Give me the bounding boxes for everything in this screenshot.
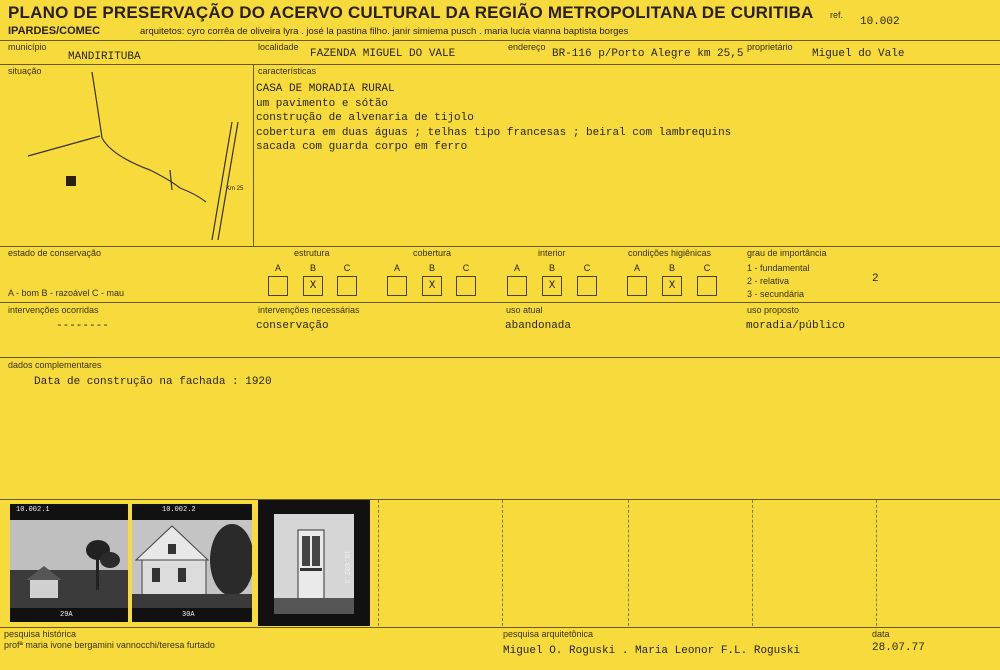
grade-letter: B bbox=[548, 263, 555, 273]
complementares-value: Data de construção na fachada : 1920 bbox=[34, 376, 272, 388]
grade-letter: C bbox=[462, 263, 470, 273]
group-label-interior: interior bbox=[538, 248, 566, 258]
conservacao-legend: A - bom B - razoável C - mau bbox=[8, 288, 125, 298]
caracteristicas-line: um pavimento e sótão bbox=[256, 97, 389, 110]
group-label-estrutura: estrutura bbox=[294, 248, 330, 258]
localidade-label: localidade bbox=[258, 42, 299, 52]
importancia-option: 1 - fundamental bbox=[747, 263, 810, 273]
importancia-option: 2 - relativa bbox=[747, 276, 790, 286]
ref-value: 10.002 bbox=[860, 16, 900, 28]
caracteristicas-line: cobertura em duas águas ; telhas tipo francesas ; beiral com lambrequins bbox=[256, 126, 732, 139]
pesquisa-arq-label: pesquisa arquitetônica bbox=[503, 629, 594, 639]
pesquisa-historica-value: profª maria ivone bergamini vannocchi/teresa furtado bbox=[4, 640, 215, 650]
importancia-value: 2 bbox=[872, 273, 879, 285]
caracteristicas-text bbox=[256, 82, 731, 155]
photo-1[interactable] bbox=[10, 504, 128, 622]
uso-proposto-value: moradia/público bbox=[746, 320, 846, 332]
endereco-value: BR-116 p/Porto Alegre km 25,5 bbox=[552, 48, 744, 60]
uso-proposto-label: uso proposto bbox=[747, 305, 800, 315]
proprietario-value: Miguel do Vale bbox=[812, 48, 905, 60]
grade-letter: B bbox=[428, 263, 435, 273]
grade-letter: A bbox=[393, 263, 400, 273]
intervencoes-ocorridas-value: -------- bbox=[56, 320, 109, 332]
caracteristicas-line: CASA DE MORADIA RURAL bbox=[256, 83, 395, 95]
checkbox-interior-c[interactable] bbox=[577, 276, 597, 296]
pesquisa-arq-value: Miguel O. Roguski . Maria Leonor F.L. Roguski bbox=[503, 645, 801, 657]
grade-letter: B bbox=[309, 263, 316, 273]
grade-letter: C bbox=[343, 263, 351, 273]
caracteristicas-line: sacada com guarda corpo em ferro bbox=[256, 141, 468, 153]
checkbox-cobertura-b[interactable]: X bbox=[422, 276, 442, 296]
grade-letter: A bbox=[633, 263, 640, 273]
ref-label: ref. bbox=[830, 10, 844, 20]
checkbox-condicoes-a[interactable] bbox=[627, 276, 647, 296]
grade-letter: A bbox=[274, 263, 281, 273]
municipio-value: MANDIRITUBA bbox=[68, 51, 141, 63]
caracteristicas-line: construção de alvenaria de tijolo bbox=[256, 112, 474, 124]
photo-caption: 10.002.3 bbox=[342, 550, 350, 584]
grade-letter: C bbox=[583, 263, 591, 273]
photo-3[interactable] bbox=[258, 500, 370, 626]
map-label: Km 25 bbox=[226, 186, 244, 192]
endereco-label: endereço bbox=[508, 42, 546, 52]
checkbox-cobertura-a[interactable] bbox=[387, 276, 407, 296]
grade-letter: A bbox=[513, 263, 520, 273]
form-subtitle: IPARDES/COMEC bbox=[8, 25, 101, 37]
intervencoes-necessarias-label: intervenções necessárias bbox=[258, 305, 360, 315]
uso-atual-label: uso atual bbox=[506, 305, 543, 315]
group-label-cobertura: cobertura bbox=[413, 248, 452, 258]
checkbox-estrutura-a[interactable] bbox=[268, 276, 288, 296]
photo-frame-number: 29A bbox=[60, 611, 73, 619]
proprietario-label: proprietário bbox=[747, 42, 793, 52]
caracteristicas-label: características bbox=[258, 66, 317, 76]
situacao-label: situação bbox=[8, 66, 42, 76]
photo-2[interactable] bbox=[132, 504, 252, 622]
intervencoes-ocorridas-label: intervenções ocorridas bbox=[8, 305, 99, 315]
photo-caption: 10.002.1 bbox=[16, 506, 50, 514]
uso-atual-value: abandonada bbox=[505, 320, 572, 332]
intervencoes-necessarias-value: conservação bbox=[256, 320, 329, 332]
form-title: PLANO DE PRESERVAÇÃO DO ACERVO CULTURAL DA REGIÃO METROPOLITANA DE CURITIBA bbox=[8, 3, 814, 22]
grade-letter: B bbox=[668, 263, 675, 273]
data-value: 28.07.77 bbox=[872, 642, 925, 654]
building-marker-icon bbox=[66, 176, 76, 186]
pesquisa-historica-label: pesquisa histórica bbox=[4, 629, 77, 639]
checkbox-estrutura-c[interactable] bbox=[337, 276, 357, 296]
checkbox-cobertura-c[interactable] bbox=[456, 276, 476, 296]
complementares-label: dados complementares bbox=[8, 360, 102, 370]
data-label: data bbox=[872, 629, 890, 639]
group-label-condicoes: condições higiênicas bbox=[628, 248, 712, 258]
conservacao-label: estado de conservação bbox=[8, 248, 102, 258]
checkbox-estrutura-b[interactable]: X bbox=[303, 276, 323, 296]
checkbox-condicoes-c[interactable] bbox=[697, 276, 717, 296]
architects-line: arquitetos: cyro corrêa de oliveira lyra . josé la pastina filho. janir simiema pusch . maria lucia vianna baptista borges bbox=[140, 26, 629, 37]
photo-caption: 10.002.2 bbox=[162, 506, 196, 514]
importancia-option: 3 - secundária bbox=[747, 289, 805, 299]
importancia-label: grau de importância bbox=[747, 248, 827, 258]
grade-letter: C bbox=[703, 263, 711, 273]
localidade-value: FAZENDA MIGUEL DO VALE bbox=[310, 48, 456, 60]
municipio-label: município bbox=[8, 42, 47, 52]
location-map bbox=[20, 70, 250, 245]
checkbox-interior-b[interactable]: X bbox=[542, 276, 562, 296]
checkbox-condicoes-b[interactable]: X bbox=[662, 276, 682, 296]
photo-frame-number: 30A bbox=[182, 611, 195, 619]
checkbox-interior-a[interactable] bbox=[507, 276, 527, 296]
